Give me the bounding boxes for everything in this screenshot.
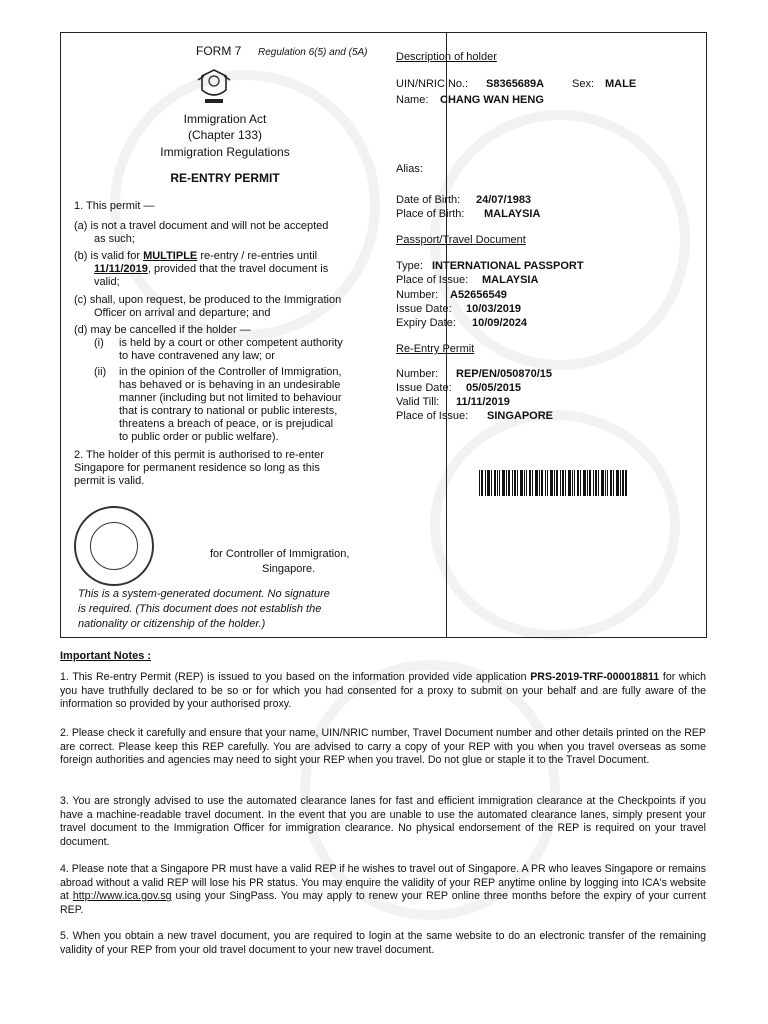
note-5: 5. When you obtain a new travel document, you are required to login at the same website to do an electronic transfer of the remaining validity of your REP from your old travel document to your new travel document.	[60, 930, 706, 956]
application-number: PRS-2019-TRF-000018811	[530, 671, 660, 683]
passport-poi-label: Place of Issue:	[396, 274, 469, 286]
passport-issue-value: 10/03/2019	[466, 303, 522, 315]
passport-expiry-label: Expiry Date:	[396, 317, 456, 329]
system-note: This is a system-generated document. No signature	[78, 588, 330, 600]
note-1	[60, 671, 706, 712]
controller-signature: for Controller of Immigration,	[210, 548, 350, 560]
permit-section-title: Re-Entry Permit	[396, 343, 475, 355]
ica-seal-icon	[74, 506, 154, 586]
alias-label: Alias:	[396, 163, 423, 175]
clause-d-i: is held by a court or other competent authority	[119, 337, 343, 349]
note-1-text: for which you have truthfully declared to be so or for which you had consented for a proxy to submit on your behalf and are fully aware of the information so provided by your authorised proxy.	[60, 671, 707, 711]
uin-value: S8365689A	[486, 78, 545, 90]
singapore-crest-icon	[196, 66, 232, 106]
sex-value: MALE	[605, 78, 637, 90]
clause-b-text: re-entry / re-entries until	[197, 250, 318, 262]
name-label: Name:	[396, 94, 429, 106]
barcode-icon	[479, 470, 627, 496]
column-divider	[446, 33, 447, 637]
clause-d-i-label: (i)	[94, 337, 104, 349]
pob-label: Place of Birth:	[396, 208, 465, 220]
clause-a: as such;	[94, 233, 135, 245]
passport-type-value: INTERNATIONAL PASSPORT	[432, 260, 584, 272]
clause-b	[74, 250, 317, 263]
passport-section-title: Passport/Travel Document	[396, 234, 526, 246]
holder-section-title: Description of holder	[396, 51, 497, 63]
sex-label: Sex:	[572, 78, 595, 90]
name-value: CHANG WAN HENG	[440, 94, 544, 106]
clause-b: valid;	[94, 276, 120, 288]
clause-b-text: (b) is valid for	[74, 250, 144, 262]
clause-d-ii-label: (ii)	[94, 366, 107, 378]
permit-title: RE-ENTRY PERMIT	[170, 171, 280, 185]
note-4-text: using your SingPass. You may apply to renew your REP online three months before the expiry of your current REP.	[60, 890, 706, 916]
passport-expiry-value: 10/09/2024	[472, 317, 528, 329]
note-4	[60, 863, 706, 917]
clause-d: (d) may be cancelled if the holder —	[74, 324, 251, 336]
clause-b-text: , provided that the travel document is	[147, 263, 329, 275]
multiple-entries: MULTIPLE	[143, 250, 198, 262]
permit-number-label: Number:	[396, 368, 439, 380]
clause-2: Singapore for permanent residence so long as this	[74, 462, 320, 474]
pob-value: MALAYSIA	[484, 208, 541, 220]
permit-issue-label: Issue Date:	[396, 382, 452, 394]
clause-2: 2. The holder of this permit is authorised to re-enter	[74, 449, 324, 461]
clause-2: permit is valid.	[74, 475, 145, 487]
clause-d-ii: manner (including but not limited to behaviour	[119, 392, 342, 404]
regulation: Regulation 6(5) and (5A)	[258, 47, 368, 58]
permit-poi-value: SINGAPORE	[487, 410, 554, 422]
passport-type-label: Type:	[396, 260, 423, 272]
clause-d-ii: to public order or public welfare).	[119, 431, 279, 443]
act-chapter: (Chapter 133)	[187, 128, 263, 142]
passport-issue-label: Issue Date:	[396, 303, 452, 315]
clause-d-ii: has behaved or is behaving in an undesirable	[119, 379, 341, 391]
clause-d-ii: threatens a breach of peace, or is prejudical	[119, 418, 334, 430]
clause-d-ii: in the opinion of the Controller of Immigration,	[119, 366, 342, 378]
act-regulations: Immigration Regulations	[160, 145, 290, 159]
clause-c: Officer on arrival and departure; and	[94, 307, 271, 319]
uin-label: UIN/NRIC No.:	[396, 78, 469, 90]
notes-heading: Important Notes :	[60, 650, 152, 662]
clause-d-ii: that is contrary to national or public interests,	[119, 405, 338, 417]
permit-number-value: REP/EN/050870/15	[456, 368, 553, 380]
note-3: 3. You are strongly advised to use the automated clearance lanes for fast and efficient immigration clearance at the Checkpoints if you have a machine-readable travel document. In the event that you are unable to use the automated clearance lanes, simply present your travel document to the Immigration Officer for immigration clearance. No physical endorsement of the REP is required on your travel document.	[60, 795, 706, 848]
clause-c: (c) shall, upon request, be produced to the Immigration	[74, 294, 342, 306]
passport-number-label: Number:	[396, 289, 439, 301]
dob-value: 24/07/1983	[476, 194, 532, 206]
note-1-text: 1. This Re-entry Permit (REP) is issued to you based on the information provided vide application	[60, 671, 527, 683]
permit-issue-value: 05/05/2015	[466, 382, 522, 394]
clause-b	[94, 263, 328, 276]
dob-label: Date of Birth:	[396, 194, 461, 206]
valid-until-date: 11/11/2019	[94, 263, 148, 275]
note-2: 2. Please check it carefully and ensure that your name, UIN/NRIC number, Travel Document number and other details printed on the REP are correct. Please keep this REP carefully. You are advised to carry a copy of your REP with you when you travel overseas as some foreign authorities and agencies may need to sight your REP when you travel. Do not glue or staple it to the Travel Document.	[60, 727, 706, 767]
clause-1: 1. This permit —	[74, 200, 155, 212]
permit-valid-label: Valid Till:	[396, 396, 440, 408]
passport-poi-value: MALAYSIA	[482, 274, 539, 286]
controller-location: Singapore.	[262, 563, 316, 575]
permit-valid-value: 11/11/2019	[456, 396, 510, 408]
ica-website-link[interactable]: http://www.ica.gov.sg	[72, 890, 172, 903]
act-title: Immigration Act	[183, 112, 267, 126]
system-note: nationality or citizenship of the holder.)	[78, 618, 266, 630]
system-note: is required. (This document does not establish the	[78, 603, 322, 615]
permit-poi-label: Place of Issue:	[396, 410, 469, 422]
passport-number-value: A52656549	[450, 289, 507, 301]
clause-d-i: to have contravened any law; or	[119, 350, 275, 362]
clause-a: (a) is not a travel document and will not be accepted	[74, 220, 329, 232]
form-number: FORM 7	[196, 44, 242, 58]
note-4-text: 4. Please note that a Singapore PR must have a valid REP if he wishes to travel out of Singapore. A PR who leaves Singapore or remains abroad without a valid REP will lose his PR status. You may enquire the validity of your REP anytime online by logging into ICA's website at	[60, 863, 706, 903]
